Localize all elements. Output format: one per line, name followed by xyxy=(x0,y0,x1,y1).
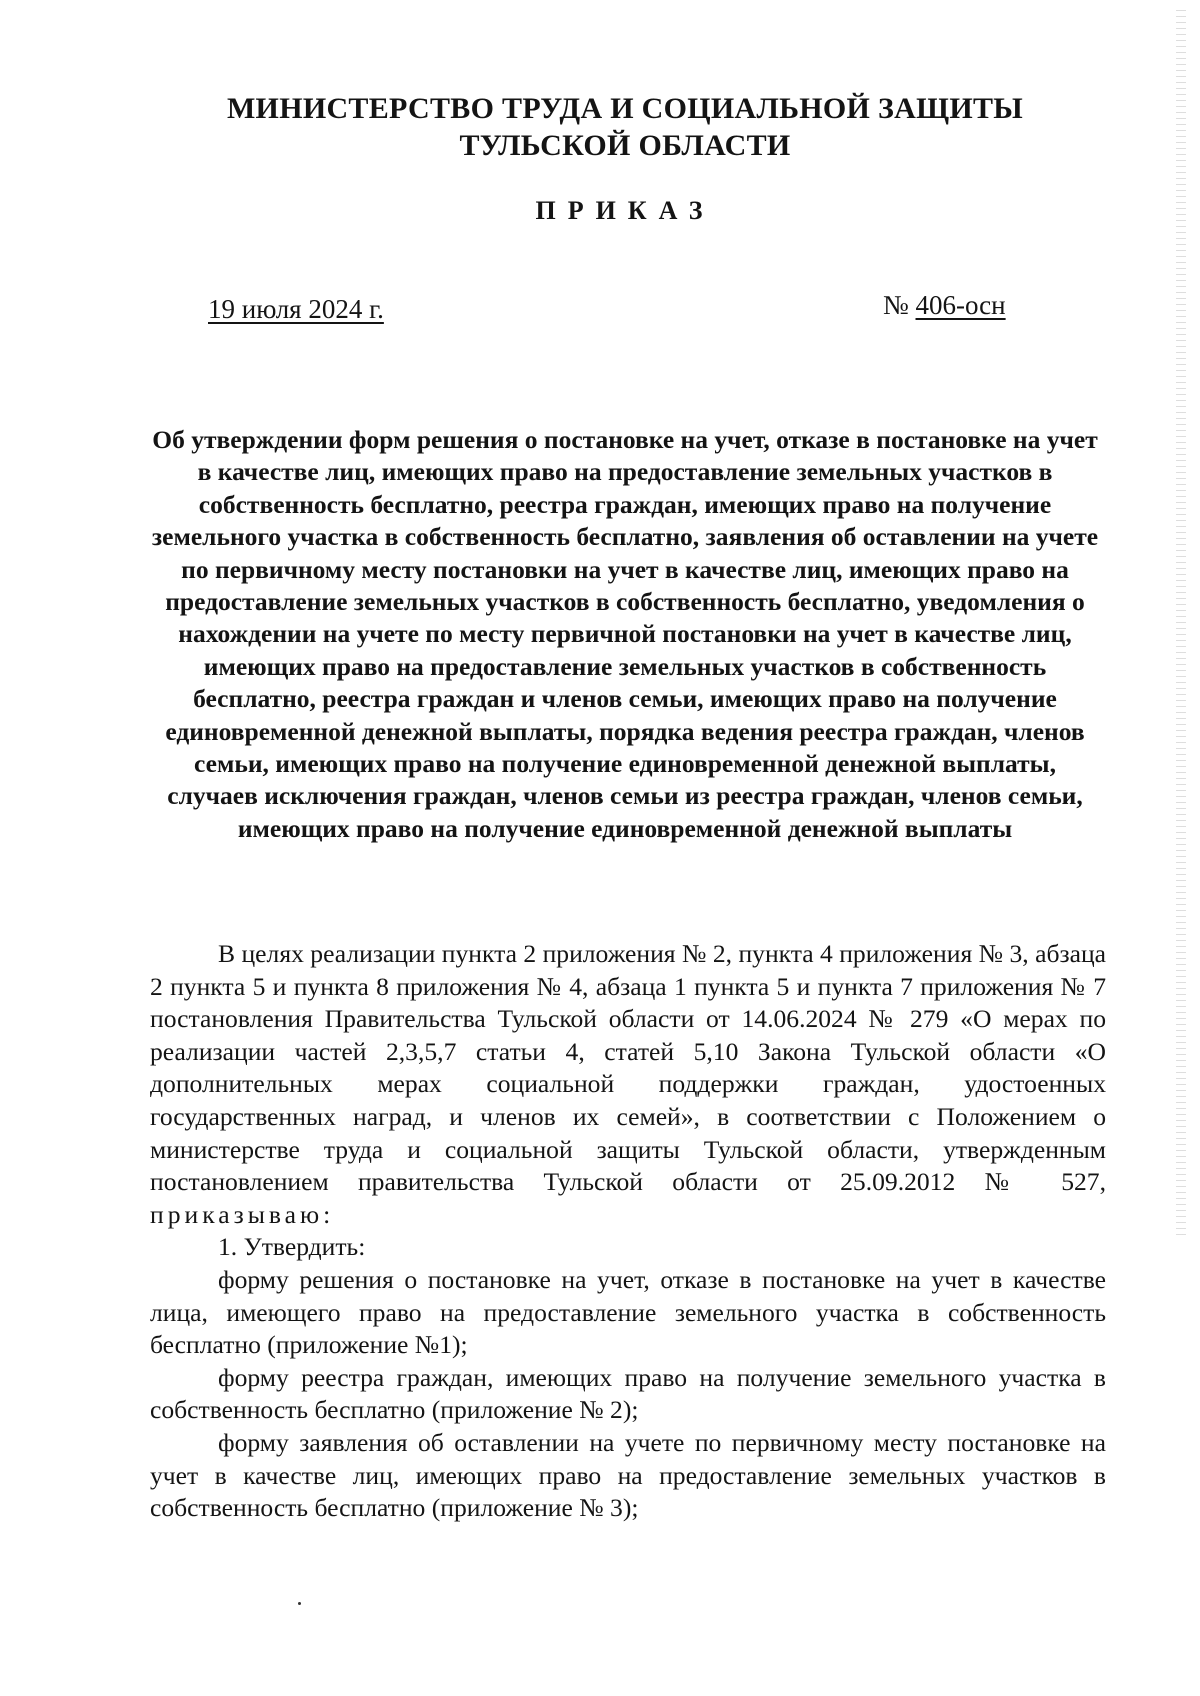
preamble-paragraph xyxy=(150,938,1106,1231)
order-subject: Об утверждении форм решения о постановке на учет, отказе в постановке на учет в качестве лиц, имеющих право на предоставление земельных участков в собственность бесплатно, реестра граждан, имеющих право на получение земельного участка в собственность бесплатно, заявления об оставлении на учете по первичному месту постановки на учет в качестве лиц, имеющих право на предоставление земельных участков в собственность бесплатно, уведомления о нахождении на учете по месту первичной постановки на учет в качестве лиц, имеющих право на предоставление земельных участков в собственность бесплатно, реестра граждан и членов семьи, имеющих право на получение единовременной денежной выплаты, порядка ведения реестра граждан, членов семьи, имеющих право на получение единовременной денежной выплаты, случаев исключения граждан, членов семьи из реестра граждан, членов семьи, имеющих право на получение единовременной денежной выплаты xyxy=(151,425,1099,843)
form-3-paragraph: форму заявления об оставлении на учете по первичному месту постановке на учет в качестве лиц, имеющих право на предоставление земельных участков в собственность бесплатно (приложение № 3); xyxy=(150,1427,1106,1523)
item-1: 1. Утвердить: xyxy=(218,1232,366,1262)
order-date: 19 июля 2024 г. xyxy=(208,294,384,324)
scan-edge-artifact xyxy=(1176,10,1186,1240)
form-2-paragraph: форму реестра граждан, имеющих право на получение земельного участка в собственность бесплатно (приложение № 2); xyxy=(150,1362,1106,1425)
order-word: приказываю: xyxy=(150,1199,335,1229)
order-title: ПРИКАЗ xyxy=(535,196,715,225)
order-body xyxy=(150,938,1106,1525)
ministry-line-2: ТУЛЬСКОЙ ОБЛАСТИ xyxy=(459,129,791,162)
scan-speck xyxy=(298,1602,301,1605)
form-1-paragraph: форму решения о постановке на учет, отказе в постановке на учет в качестве лица, имеющего право на предоставление земельного участка в собственность бесплатно (приложение №1); xyxy=(150,1264,1106,1360)
order-number xyxy=(883,290,1006,321)
order-number-value: 406-осн xyxy=(915,290,1006,320)
ministry-line-1: МИНИСТЕРСТВО ТРУДА И СОЦИАЛЬНОЙ ЗАЩИТЫ xyxy=(226,92,1024,125)
preamble-text: В целях реализации пункта 2 приложения № 2, пункта 4 приложения № 3, абзаца 2 пункта 5 и пункта 8 приложения № 4, абзаца 1 пункта 5 и пункта 7 приложения № 7 постановления Правительства Тульской области от 14.06.2024 № 279 «О мерах по реализации частей 2,3,5,7 статьи 4, статей 5,10 Закона Тульской области «О дополнительных мерах социальной поддержки граждан, удостоенных государственных наград, и членов их семей», в соответствии с Положением о министерстве труда и социальной защиты Тульской области, утвержденным постановлением правительства Тульской области от 25.09.2012 № 527, xyxy=(150,939,1106,1197)
order-number-prefix: № xyxy=(883,290,909,320)
ministry-heading xyxy=(0,90,1200,164)
